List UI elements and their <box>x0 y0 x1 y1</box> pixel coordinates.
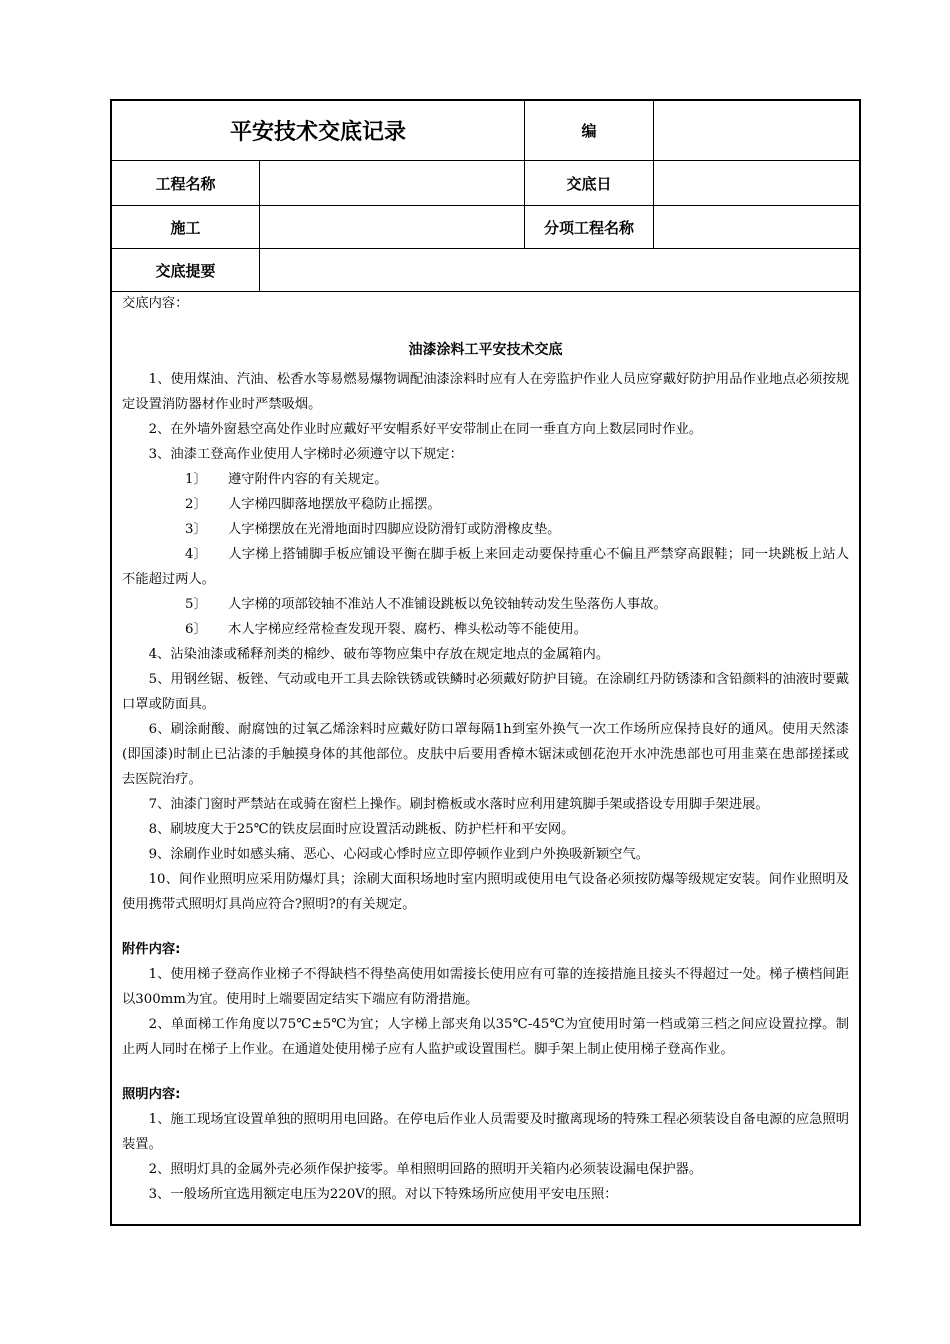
lighting-item-1: 1、施工现场宜设置单独的照明用电回路。在停电后作业人员需要及时撤离现场的特殊工程必须装设自备电源的应急照明装置。 <box>122 1112 849 1152</box>
construction-row <box>112 206 859 249</box>
form-title: 平安技术交底记录 <box>229 120 406 145</box>
item-7: 7、油漆门窗时严禁站在或骑在窗栏上操作。刷封檐板或水落时应利用建筑脚手架或搭设专用脚手架进展。 <box>148 797 769 812</box>
item-3: 3、油漆工登高作业使用人字梯时必须遵守以下规定： <box>148 447 463 462</box>
summary-value[interactable] <box>260 249 859 291</box>
subitem-1: 1〕 遵守附件内容的有关规定。 <box>185 472 388 487</box>
lighting-item-2: 2、照明灯具的金属外壳必须作保护接零。单相照明回路的照明开关箱内必须装设漏电保护器。 <box>148 1162 703 1177</box>
lighting-heading: 照明内容: <box>122 1087 181 1102</box>
lighting-item-3: 3、一般场所宜选用额定电压为220V的照。对以下特殊场所应使用平安电压照： <box>148 1187 618 1202</box>
appendix-item-1: 1、使用梯子登高作业梯子不得缺档不得垫高使用如需接长使用应有可靠的连接措施且接头不得超过一处。梯子横档间距以300mm为宜。使用时上端要固定结实下端应有防滑措施。 <box>122 967 849 1007</box>
date-value[interactable] <box>654 161 859 205</box>
item-2: 2、在外墙外窗悬空高处作业时应戴好平安帽系好平安带制止在同一垂直方向上数层同时作业。 <box>148 422 703 437</box>
subitem-5: 5〕 人字梯的项部铰轴不准站人不准铺设跳板以免铰轴转动发生坠落伤人事故。 <box>185 597 667 612</box>
code-value[interactable] <box>654 101 859 160</box>
code-label: 编 <box>581 122 597 140</box>
document-heading: 油漆涂料工平安技术交底 <box>408 342 563 358</box>
subitem-2: 2〕 人字梯四脚落地摆放平稳防止摇摆。 <box>185 497 441 512</box>
title-row <box>112 101 859 161</box>
project-row <box>112 161 859 206</box>
disclosure-form <box>110 99 861 1226</box>
construction-label: 施工 <box>170 218 201 237</box>
item-8: 8、刷坡度大于25℃的铁皮层面时应设置活动跳板、防护栏杆和平安网。 <box>148 822 575 837</box>
item-1: 1、使用煤油、汽油、松香水等易燃易爆物调配油漆涂料时应有人在旁监护作业人员应穿戴好防护用品作业地点必须按规定设置消防器材作业时严禁吸烟。 <box>122 372 849 412</box>
summary-row <box>112 249 859 292</box>
summary-label: 交底提要 <box>155 261 216 280</box>
item-5: 5、用钢丝锯、板锉、气动或电开工具去除铁锈或铁鳞时必须戴好防护目镜。在涂刷红丹防锈漆和含铅颜料的油液时要戴口罩或防面具。 <box>122 672 849 712</box>
subitem-3: 3〕 人字梯摆放在光滑地面时四脚应设防滑钉或防滑橡皮垫。 <box>185 522 561 537</box>
project-name-value[interactable] <box>260 161 524 205</box>
project-name-label: 工程名称 <box>155 174 216 193</box>
item-9: 9、涂刷作业时如感头痛、恶心、心闷或心悸时应立即停顿作业到户外换吸新颖空气。 <box>148 847 650 862</box>
appendix-heading: 附件内容: <box>122 942 181 957</box>
construction-value[interactable] <box>260 206 524 248</box>
disclosure-body <box>112 291 859 1224</box>
item-6: 6、刷涂耐酸、耐腐蚀的过氧乙烯涂料时应戴好防口罩每隔1h到室外换气一次工作场所应保持良好的通风。使用天然漆(即国漆)时制止已沾漆的手触摸身体的其他部位。皮肤中后要用香樟木锯沫或刨花泡开水冲洗患部也可用韭菜在患部搓揉或去医院治疗。 <box>122 722 849 787</box>
content-intro-label: 交底内容： <box>122 296 189 311</box>
appendix-item-2: 2、单面梯工作角度以75℃±5℃为宜；人字梯上部夹角以35℃-45℃为宜使用时第一档或第三档之间应设置拉撑。制止两人同时在梯子上作业。在通道处使用梯子应有人监护或设置围栏。脚手架上制止使用梯子登高作业。 <box>122 1017 849 1057</box>
subproject-value[interactable] <box>654 206 859 248</box>
subproject-label: 分项工程名称 <box>543 218 634 237</box>
subitem-6: 6〕 木人字梯应经常检查发现开裂、腐朽、榫头松动等不能使用。 <box>185 622 588 637</box>
item-4: 4、沾染油漆或稀释剂类的棉纱、破布等物应集中存放在规定地点的金属箱内。 <box>148 647 610 662</box>
item-10: 10、间作业照明应采用防爆灯具；涂刷大面积场地时室内照明或使用电气设备必须按防爆等级规定安装。间作业照明及使用携带式照明灯具尚应符合?照明?的有关规定。 <box>122 872 849 912</box>
date-label: 交底日 <box>566 174 612 193</box>
subitem-4: 4〕 人字梯上搭铺脚手板应铺设平衡在脚手板上来回走动要保持重心不偏且严禁穿高跟鞋；同一块跳板上站人不能超过两人。 <box>122 547 849 587</box>
